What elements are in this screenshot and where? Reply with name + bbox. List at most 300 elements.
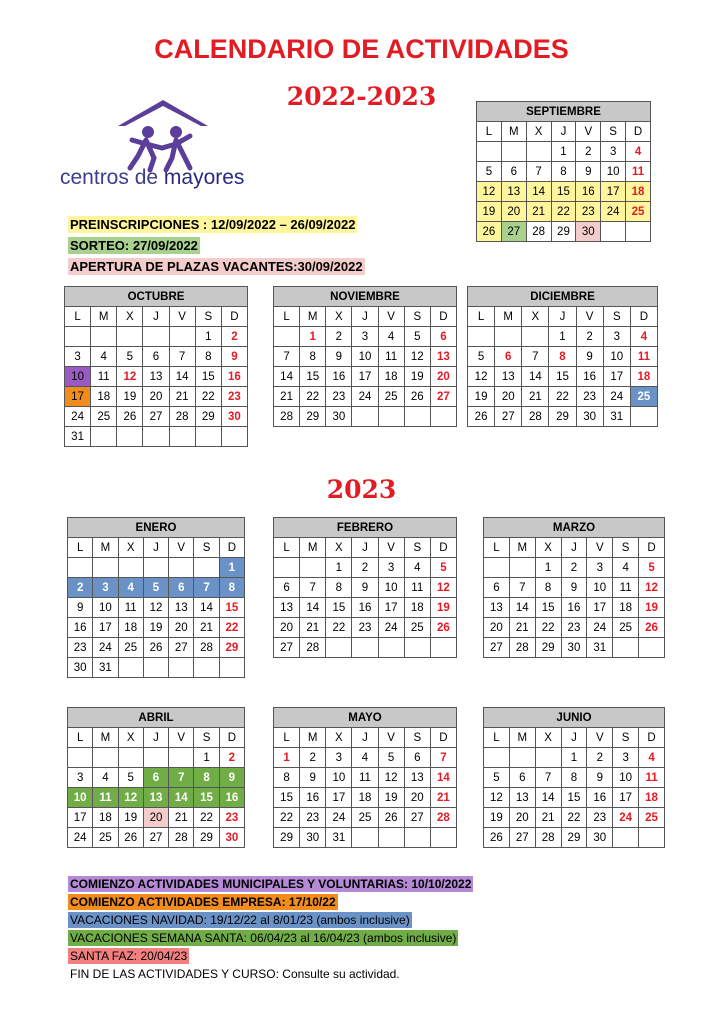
day-cell: 15 <box>535 598 561 618</box>
day-cell: 10 <box>603 347 630 367</box>
day-cell: 17 <box>378 598 404 618</box>
day-cell: 5 <box>430 558 456 578</box>
day-cell <box>117 427 143 447</box>
day-cell: 21 <box>509 618 535 638</box>
day-cell: 7 <box>522 347 549 367</box>
month-jan <box>67 517 245 678</box>
weekday-header: V <box>169 538 194 558</box>
day-cell <box>509 558 535 578</box>
day-cell: 22 <box>535 618 561 638</box>
day-cell: 11 <box>613 578 639 598</box>
day-cell: 13 <box>509 788 535 808</box>
day-cell: 25 <box>630 387 657 407</box>
day-cell <box>522 327 549 347</box>
weekday-header: J <box>352 307 378 327</box>
day-cell: 6 <box>430 327 456 347</box>
day-cell: 24 <box>93 638 118 658</box>
day-cell: 11 <box>352 768 378 788</box>
day-cell: 12 <box>430 578 456 598</box>
day-cell: 1 <box>561 748 587 768</box>
weekday-header: D <box>430 728 456 748</box>
day-cell <box>194 658 219 678</box>
day-cell: 4 <box>93 768 118 788</box>
weekday-header: J <box>549 307 576 327</box>
month-name: MAYO <box>274 708 457 728</box>
weekday-header: S <box>613 538 639 558</box>
weekday-header: L <box>484 538 510 558</box>
day-cell: 25 <box>378 387 404 407</box>
weekday-header: S <box>404 307 430 327</box>
day-cell: 11 <box>639 768 665 788</box>
day-cell: 18 <box>613 598 639 618</box>
day-cell: 8 <box>551 162 576 182</box>
day-cell: 26 <box>117 407 143 427</box>
day-cell: 19 <box>143 618 168 638</box>
weekday-header: L <box>68 728 93 748</box>
day-cell: 28 <box>522 407 549 427</box>
day-cell: 15 <box>549 367 576 387</box>
weekday-header: L <box>274 728 300 748</box>
day-cell: 11 <box>378 347 404 367</box>
weekday-header: V <box>576 307 603 327</box>
day-cell: 9 <box>576 347 603 367</box>
day-cell: 23 <box>576 387 603 407</box>
year-heading: 2023 <box>326 475 397 504</box>
day-cell: 13 <box>484 598 510 618</box>
day-cell: 24 <box>613 808 639 828</box>
day-cell: 27 <box>484 638 510 658</box>
day-cell <box>169 327 195 347</box>
weekday-header: V <box>169 728 194 748</box>
day-cell <box>169 748 194 768</box>
day-cell: 21 <box>169 387 195 407</box>
day-cell: 11 <box>93 788 118 808</box>
day-cell: 18 <box>626 182 651 202</box>
day-cell <box>169 558 194 578</box>
day-cell <box>601 222 626 242</box>
day-cell: 31 <box>65 427 91 447</box>
weekday-header: M <box>509 728 535 748</box>
day-cell: 29 <box>195 407 221 427</box>
day-cell: 20 <box>430 367 456 387</box>
day-cell: 12 <box>378 768 404 788</box>
day-cell: 9 <box>352 578 378 598</box>
school-year: 2022-2023 <box>286 82 437 111</box>
weekday-header: J <box>143 728 168 748</box>
day-cell: 6 <box>404 748 430 768</box>
weekday-header: S <box>404 728 430 748</box>
day-cell: 26 <box>484 828 510 848</box>
weekday-header: L <box>477 122 502 142</box>
day-cell: 5 <box>378 748 404 768</box>
weekday-header: X <box>118 728 143 748</box>
month-name: ENERO <box>68 518 245 538</box>
day-cell: 1 <box>535 558 561 578</box>
day-cell: 6 <box>143 768 168 788</box>
weekday-header: V <box>378 538 404 558</box>
day-cell: 5 <box>639 558 665 578</box>
day-cell <box>430 638 456 658</box>
day-cell: 9 <box>300 768 326 788</box>
day-cell: 8 <box>300 347 326 367</box>
day-cell: 13 <box>274 598 300 618</box>
day-cell <box>484 748 510 768</box>
day-cell: 25 <box>352 808 378 828</box>
day-cell: 2 <box>219 748 244 768</box>
weekday-header: V <box>169 307 195 327</box>
day-cell: 22 <box>549 387 576 407</box>
day-cell: 23 <box>68 638 93 658</box>
day-cell: 6 <box>169 578 194 598</box>
day-cell: 16 <box>561 598 587 618</box>
day-cell: 17 <box>352 367 378 387</box>
day-cell: 18 <box>630 367 657 387</box>
day-cell: 29 <box>551 222 576 242</box>
day-cell: 2 <box>221 327 247 347</box>
day-cell: 7 <box>169 347 195 367</box>
sorteo-label: SORTEO: 27/09/2022 <box>70 238 198 253</box>
day-cell: 24 <box>587 618 613 638</box>
day-cell: 13 <box>501 182 526 202</box>
day-cell: 26 <box>639 618 665 638</box>
day-cell: 13 <box>430 347 456 367</box>
day-cell: 3 <box>68 768 93 788</box>
day-cell: 24 <box>65 407 91 427</box>
weekday-header: D <box>630 307 657 327</box>
day-cell <box>352 638 378 658</box>
day-cell <box>68 748 93 768</box>
day-cell: 25 <box>404 618 430 638</box>
day-cell: 2 <box>300 748 326 768</box>
day-cell: 20 <box>484 618 510 638</box>
day-cell <box>501 142 526 162</box>
day-cell: 29 <box>219 638 244 658</box>
day-cell <box>300 558 326 578</box>
day-cell <box>274 558 300 578</box>
day-cell: 17 <box>65 387 91 407</box>
day-cell: 3 <box>352 327 378 347</box>
day-cell: 14 <box>430 768 456 788</box>
legend-item: FIN DE LAS ACTIVIDADES Y CURSO: Consulte su actividad. <box>70 967 400 981</box>
day-cell: 4 <box>639 748 665 768</box>
day-cell: 22 <box>561 808 587 828</box>
weekday-header: M <box>300 538 326 558</box>
legend-item: SANTA FAZ: 20/04/23 <box>70 949 188 963</box>
day-cell: 24 <box>603 387 630 407</box>
day-cell: 8 <box>326 578 352 598</box>
day-cell <box>169 658 194 678</box>
day-cell: 26 <box>404 387 430 407</box>
day-cell: 28 <box>526 222 551 242</box>
day-cell: 14 <box>169 788 194 808</box>
day-cell: 31 <box>587 638 613 658</box>
day-cell <box>509 748 535 768</box>
day-cell <box>352 407 378 427</box>
month-name: SEPTIEMBRE <box>477 102 651 122</box>
day-cell: 9 <box>219 768 244 788</box>
day-cell: 22 <box>300 387 326 407</box>
day-cell: 25 <box>91 407 117 427</box>
day-cell <box>639 638 665 658</box>
month-sep <box>476 101 651 242</box>
day-cell <box>535 748 561 768</box>
day-cell: 1 <box>326 558 352 578</box>
day-cell <box>378 828 404 848</box>
month-name: FEBRERO <box>274 518 457 538</box>
day-cell <box>477 142 502 162</box>
weekday-header: L <box>68 538 93 558</box>
day-cell: 2 <box>576 142 601 162</box>
day-cell: 9 <box>587 768 613 788</box>
day-cell: 22 <box>219 618 244 638</box>
day-cell: 11 <box>630 347 657 367</box>
weekday-header: M <box>509 538 535 558</box>
page-title: CALENDARIO DE ACTIVIDADES <box>154 34 569 64</box>
weekday-header: X <box>522 307 549 327</box>
day-cell: 7 <box>300 578 326 598</box>
day-cell: 6 <box>495 347 522 367</box>
day-cell <box>430 407 456 427</box>
day-cell: 11 <box>118 598 143 618</box>
day-cell: 15 <box>219 598 244 618</box>
day-cell: 25 <box>93 828 118 848</box>
day-cell: 10 <box>68 788 93 808</box>
day-cell: 14 <box>509 598 535 618</box>
day-cell <box>404 638 430 658</box>
day-cell <box>169 427 195 447</box>
day-cell: 18 <box>639 788 665 808</box>
weekday-header: D <box>221 307 247 327</box>
day-cell <box>143 558 168 578</box>
day-cell: 27 <box>430 387 456 407</box>
day-cell: 15 <box>195 367 221 387</box>
day-cell: 19 <box>118 808 143 828</box>
day-cell: 1 <box>274 748 300 768</box>
day-cell: 12 <box>468 367 495 387</box>
day-cell <box>613 828 639 848</box>
day-cell: 9 <box>326 347 352 367</box>
day-cell: 29 <box>549 407 576 427</box>
weekday-header: V <box>378 307 404 327</box>
day-cell: 23 <box>587 808 613 828</box>
day-cell: 19 <box>477 202 502 222</box>
day-cell: 3 <box>601 142 626 162</box>
day-cell: 9 <box>576 162 601 182</box>
day-cell: 10 <box>93 598 118 618</box>
weekday-header: X <box>326 307 352 327</box>
day-cell: 24 <box>326 808 352 828</box>
day-cell: 1 <box>300 327 326 347</box>
day-cell: 14 <box>169 367 195 387</box>
day-cell: 3 <box>603 327 630 347</box>
legend-item: VACACIONES SEMANA SANTA: 06/04/23 al 16/04/23 (ambos inclusive) <box>70 931 457 945</box>
day-cell: 18 <box>404 598 430 618</box>
day-cell: 29 <box>274 828 300 848</box>
day-cell: 19 <box>484 808 510 828</box>
day-cell: 27 <box>169 638 194 658</box>
day-cell: 30 <box>219 828 244 848</box>
month-feb <box>273 517 457 658</box>
day-cell: 30 <box>300 828 326 848</box>
day-cell: 3 <box>378 558 404 578</box>
day-cell: 4 <box>630 327 657 347</box>
weekday-header: M <box>501 122 526 142</box>
day-cell: 30 <box>221 407 247 427</box>
day-cell: 28 <box>194 638 219 658</box>
weekday-header: S <box>613 728 639 748</box>
weekday-header: D <box>639 538 665 558</box>
weekday-header: X <box>535 728 561 748</box>
weekday-header: V <box>576 122 601 142</box>
weekday-header: X <box>526 122 551 142</box>
day-cell: 8 <box>535 578 561 598</box>
day-cell: 10 <box>587 578 613 598</box>
day-cell: 7 <box>509 578 535 598</box>
day-cell: 1 <box>549 327 576 347</box>
day-cell: 4 <box>352 748 378 768</box>
day-cell: 7 <box>535 768 561 788</box>
legend-item: COMIENZO ACTIVIDADES MUNICIPALES Y VOLUNTARIAS: 10/10/2022 <box>70 877 472 891</box>
weekday-header: D <box>639 728 665 748</box>
day-cell: 12 <box>404 347 430 367</box>
day-cell: 1 <box>194 748 219 768</box>
day-cell <box>639 828 665 848</box>
day-cell <box>352 828 378 848</box>
day-cell: 26 <box>430 618 456 638</box>
day-cell: 9 <box>221 347 247 367</box>
day-cell: 22 <box>326 618 352 638</box>
day-cell: 7 <box>274 347 300 367</box>
day-cell: 12 <box>117 367 143 387</box>
weekday-header: S <box>194 728 219 748</box>
day-cell: 29 <box>300 407 326 427</box>
day-cell: 17 <box>601 182 626 202</box>
day-cell: 16 <box>587 788 613 808</box>
weekday-header: X <box>326 538 352 558</box>
weekday-header: D <box>430 538 456 558</box>
day-cell: 18 <box>91 387 117 407</box>
day-cell: 2 <box>352 558 378 578</box>
day-cell: 30 <box>326 407 352 427</box>
day-cell: 10 <box>378 578 404 598</box>
day-cell: 23 <box>300 808 326 828</box>
day-cell: 6 <box>484 578 510 598</box>
weekday-header: J <box>352 728 378 748</box>
day-cell: 19 <box>117 387 143 407</box>
day-cell: 30 <box>68 658 93 678</box>
day-cell: 27 <box>274 638 300 658</box>
day-cell <box>93 558 118 578</box>
day-cell <box>630 407 657 427</box>
day-cell: 21 <box>194 618 219 638</box>
day-cell: 4 <box>613 558 639 578</box>
day-cell <box>117 327 143 347</box>
day-cell: 29 <box>561 828 587 848</box>
day-cell: 2 <box>561 558 587 578</box>
day-cell: 20 <box>404 788 430 808</box>
month-may <box>273 707 457 848</box>
day-cell: 7 <box>430 748 456 768</box>
day-cell: 4 <box>378 327 404 347</box>
day-cell: 16 <box>68 618 93 638</box>
weekday-header: J <box>561 538 587 558</box>
day-cell: 10 <box>613 768 639 788</box>
day-cell: 10 <box>601 162 626 182</box>
day-cell <box>274 327 300 347</box>
day-cell: 6 <box>143 347 169 367</box>
day-cell: 11 <box>626 162 651 182</box>
day-cell: 14 <box>274 367 300 387</box>
day-cell: 30 <box>576 407 603 427</box>
day-cell: 13 <box>143 788 168 808</box>
day-cell: 30 <box>587 828 613 848</box>
month-name: NOVIEMBRE <box>274 287 457 307</box>
day-cell <box>613 638 639 658</box>
weekday-header: V <box>378 728 404 748</box>
day-cell <box>143 327 169 347</box>
day-cell: 12 <box>639 578 665 598</box>
day-cell <box>93 748 118 768</box>
day-cell: 5 <box>143 578 168 598</box>
day-cell: 3 <box>65 347 91 367</box>
day-cell: 2 <box>587 748 613 768</box>
day-cell: 23 <box>221 387 247 407</box>
day-cell <box>526 142 551 162</box>
day-cell: 4 <box>118 578 143 598</box>
day-cell: 4 <box>91 347 117 367</box>
legend-item: VACACIONES NAVIDAD: 19/12/22 al 8/01/23 (ambos inclusive) <box>70 913 410 927</box>
day-cell <box>195 427 221 447</box>
day-cell: 26 <box>477 222 502 242</box>
day-cell <box>219 658 244 678</box>
day-cell <box>430 828 456 848</box>
day-cell: 27 <box>143 828 168 848</box>
day-cell: 27 <box>495 407 522 427</box>
day-cell: 27 <box>509 828 535 848</box>
weekday-header: J <box>561 728 587 748</box>
month-name: MARZO <box>484 518 665 538</box>
day-cell: 21 <box>430 788 456 808</box>
day-cell: 18 <box>378 367 404 387</box>
day-cell <box>118 748 143 768</box>
day-cell: 21 <box>535 808 561 828</box>
legend-item: COMIENZO ACTIVIDADES EMPRESA: 17/10/22 <box>70 895 336 909</box>
weekday-header: J <box>551 122 576 142</box>
day-cell: 3 <box>93 578 118 598</box>
day-cell: 8 <box>561 768 587 788</box>
day-cell: 24 <box>378 618 404 638</box>
day-cell: 27 <box>143 407 169 427</box>
day-cell: 16 <box>576 367 603 387</box>
day-cell: 31 <box>603 407 630 427</box>
day-cell: 1 <box>219 558 244 578</box>
weekday-header: J <box>352 538 378 558</box>
day-cell: 21 <box>522 387 549 407</box>
weekday-header: M <box>495 307 522 327</box>
day-cell: 10 <box>326 768 352 788</box>
weekday-header: S <box>194 538 219 558</box>
month-name: ABRIL <box>68 708 245 728</box>
month-dec <box>467 286 658 427</box>
day-cell: 17 <box>603 367 630 387</box>
weekday-header: X <box>535 538 561 558</box>
month-nov <box>273 286 457 427</box>
day-cell: 22 <box>274 808 300 828</box>
day-cell: 25 <box>639 808 665 828</box>
day-cell: 20 <box>495 387 522 407</box>
day-cell: 16 <box>300 788 326 808</box>
weekday-header: X <box>118 538 143 558</box>
